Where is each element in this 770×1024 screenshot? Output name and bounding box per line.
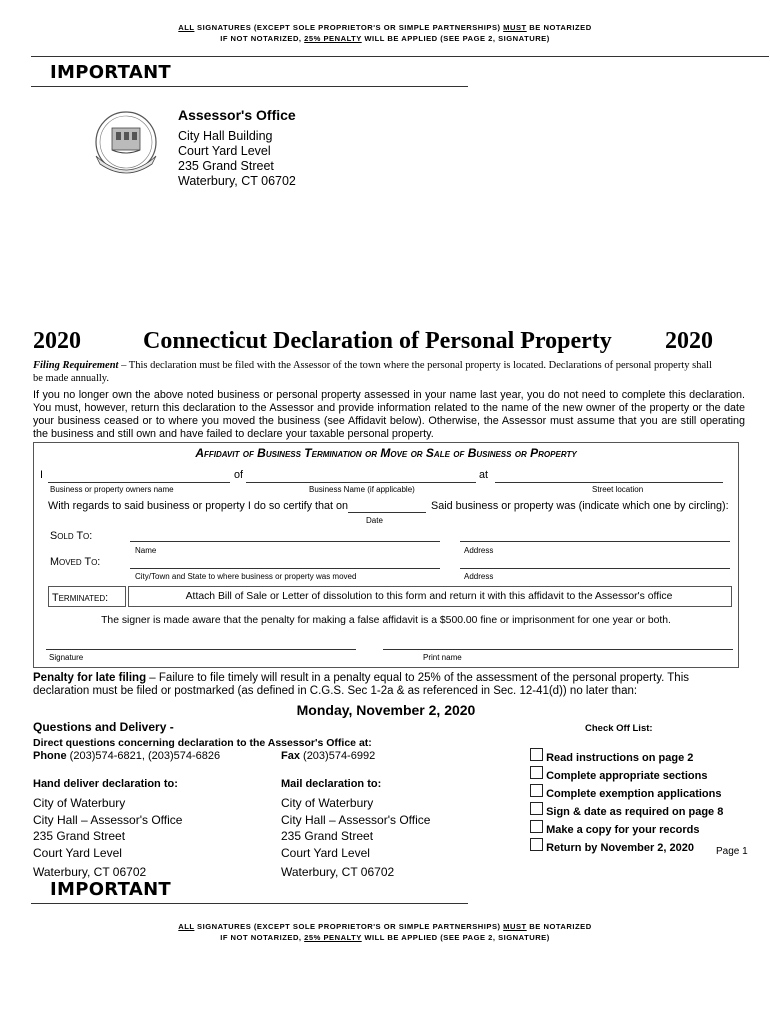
city-caption: City/Town and State to where business or property was moved: [135, 572, 357, 581]
hand-deliver-address: [33, 795, 182, 881]
business-name-field[interactable]: [246, 482, 476, 483]
sold-to-label[interactable]: Sold To:: [50, 530, 93, 542]
hand-address-line: Court Yard Level: [33, 845, 122, 860]
mail-address-line: City of Waterbury: [281, 796, 374, 810]
street-location-field[interactable]: [495, 482, 723, 483]
checklist-item: Complete exemption applications: [530, 784, 723, 802]
checklist-item: Complete appropriate sections: [530, 766, 723, 784]
checklist: [530, 748, 723, 856]
office-address: [178, 129, 296, 189]
affidavit-i-label: I: [40, 469, 43, 481]
office-address-line: Court Yard Level: [178, 144, 271, 158]
mail-address-line: 235 Grand Street: [281, 829, 374, 843]
top-notice: [0, 22, 770, 44]
important-rule-top: [31, 86, 468, 87]
hand-deliver-heading: Hand deliver declaration to:: [33, 778, 178, 790]
affidavit-of-label: of: [234, 469, 244, 481]
direct-questions: Direct questions concerning declaration to the Assessor's Office at:: [33, 737, 372, 749]
date-caption: Date: [366, 516, 383, 525]
checkbox[interactable]: [530, 784, 543, 797]
notice-line-1: ALL SIGNATURES (EXCEPT SOLE PROPRIETOR'S OR SIMPLE PARTNERSHIPS) MUST BE NOTARIZED: [178, 922, 592, 931]
checklist-heading: Check Off List:: [585, 723, 653, 734]
hand-address-line: City Hall – Assessor's Office: [33, 812, 183, 827]
important-label-top: IMPORTANT: [50, 62, 172, 83]
affidavit-title: Affidavit of Business Termination or Move or Sale of Business or Property: [195, 446, 577, 460]
mail-heading: Mail declaration to:: [281, 778, 382, 790]
owner-name-field[interactable]: [48, 482, 230, 483]
page-title: Connecticut Declaration of Personal Property: [143, 328, 612, 354]
checklist-item: Sign & date as required on page 8: [530, 802, 723, 820]
phone-line: Phone (203)574-6821, (203)574-6826: [33, 750, 221, 762]
notice-line-1: ALL SIGNATURES (EXCEPT SOLE PROPRIETOR'S OR SIMPLE PARTNERSHIPS) MUST BE NOTARIZED: [178, 23, 592, 32]
owner-caption: Business or property owners name: [50, 485, 174, 494]
office-address-line: Waterbury, CT 06702: [178, 174, 296, 188]
bottom-notice: [0, 921, 770, 943]
moved-address-field[interactable]: [460, 568, 730, 569]
moved-city-field[interactable]: [130, 568, 440, 569]
checkbox[interactable]: [530, 766, 543, 779]
page-number: Page 1: [716, 846, 748, 857]
street-caption: Street location: [592, 485, 644, 494]
sold-address-field[interactable]: [460, 541, 730, 542]
affidavit-at-label: at: [479, 469, 489, 481]
said-text: Said business or property was (indicate which one by circling):: [431, 500, 729, 512]
checkbox[interactable]: [530, 838, 543, 851]
intro-paragraph: If you no longer own the above noted business or personal property assessed in your name last year, you do not need to complete this declaration. You must, however, return this declaration to the Assessor and provide information related to the name of the new owner of the property or the date your business ceased or to where you moved the business (see Affidavit below). Otherwise, the Assessor must assume that you are still operating the business and still own and have failed to declare your taxable personal property.: [33, 389, 745, 440]
city-seal-icon: [88, 106, 164, 182]
moved-to-label[interactable]: Moved To:: [50, 556, 101, 568]
checklist-item: Make a copy for your records: [530, 820, 723, 838]
print-name-field[interactable]: [383, 649, 733, 650]
address-caption: Address: [464, 546, 494, 555]
office-title: Assessor's Office: [178, 107, 296, 123]
signature-caption: Signature: [49, 653, 84, 662]
hand-address-line: Waterbury, CT 06702: [33, 865, 147, 879]
notice-line-2: IF NOT NOTARIZED, 25% PENALTY WILL BE APPLIED (SEE PAGE 2, SIGNATURE): [220, 34, 550, 43]
year-right: 2020: [665, 328, 713, 354]
hand-address-line: 235 Grand Street: [33, 829, 126, 843]
terminated-label[interactable]: Terminated:: [52, 592, 109, 604]
checkbox[interactable]: [530, 802, 543, 815]
checklist-item: Read instructions on page 2: [530, 748, 723, 766]
filing-requirement: Filing Requirement – This declaration must be filed with the Assessor of the town where the personal property is located. Declarations of personal property shall be made annually.: [33, 360, 712, 384]
notice-line-2: IF NOT NOTARIZED, 25% PENALTY WILL BE APPLIED (SEE PAGE 2, SIGNATURE): [220, 933, 550, 942]
deadline: Monday, November 2, 2020: [296, 702, 476, 718]
checklist-item: Return by November 2, 2020: [530, 838, 723, 856]
mail-address: [281, 795, 430, 881]
year-left: 2020: [33, 328, 81, 354]
office-address-line: City Hall Building: [178, 129, 273, 143]
important-label-bottom: IMPORTANT: [50, 879, 172, 900]
date-field[interactable]: [348, 512, 426, 513]
questions-heading: Questions and Delivery -: [33, 720, 174, 734]
top-rule: [31, 56, 769, 57]
print-name-caption: Print name: [423, 653, 462, 662]
bizname-caption: Business Name (if applicable): [309, 485, 415, 494]
late-filing-penalty: Penalty for late filing – Failure to file timely will result in a penalty equal to 25% of the assessment of the personal property. This declaration must be filed or postmarked (as defined in C.G.S. Sec 1-2a & as referenced in Sec. 12-41(d)) no later than:: [33, 672, 690, 697]
hand-address-line: City of Waterbury: [33, 796, 126, 810]
false-affidavit-penalty: The signer is made aware that the penalty for making a false affidavit is a $500.00 fine or imprisonment for one year or both.: [101, 615, 671, 626]
fax-line: Fax (203)574-6992: [281, 750, 376, 762]
name-caption: Name: [135, 546, 157, 555]
checkbox[interactable]: [530, 820, 543, 833]
checkbox[interactable]: [530, 748, 543, 761]
address-caption-2: Address: [464, 572, 494, 581]
mail-address-line: Waterbury, CT 06702: [281, 865, 395, 879]
office-address-line: 235 Grand Street: [178, 159, 274, 173]
certify-text: With regards to said business or property I do so certify that on: [48, 500, 349, 512]
affidavit-box: [33, 442, 739, 668]
signature-field[interactable]: [46, 649, 356, 650]
terminated-note: Attach Bill of Sale or Letter of dissolution to this form and return it with this affidavit to the Assessor's office: [185, 591, 673, 602]
important-rule-bottom: [31, 903, 468, 904]
sold-name-field[interactable]: [130, 541, 440, 542]
mail-address-line: Court Yard Level: [281, 845, 370, 860]
mail-address-line: City Hall – Assessor's Office: [281, 812, 431, 827]
